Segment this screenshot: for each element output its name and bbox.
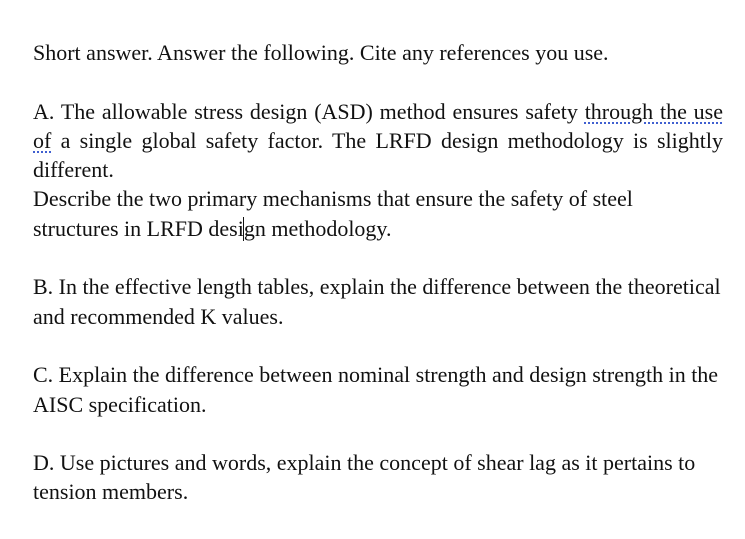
blank-line (33, 243, 723, 272)
question-a-part2: a single global safety factor. The LRFD design methodology is slightly different. (33, 127, 723, 183)
grammar-flagged-phrase[interactable]: through the use of (33, 98, 723, 153)
question-a-describe-text (33, 184, 723, 243)
question-a-part1: A. The allowable stress design (ASD) method ensures safety (33, 98, 585, 124)
question-b-text: B. In the effective length tables, explain the difference between the theoretical and recommended K values. (33, 274, 721, 329)
blank-line (33, 419, 723, 448)
blank-line (33, 331, 723, 360)
document-body[interactable] (33, 38, 723, 507)
question-c-text: C. Explain the difference between nominal strength and design strength in the AISC specification. (33, 362, 719, 417)
instructions-text: Short answer. Answer the following. Cite any references you use. (33, 40, 609, 65)
describe-before-caret: Describe the two primary mechanisms that ensure the safety of steel structures in LRFD desi (33, 186, 633, 241)
question-d-text: D. Use pictures and words, explain the concept of shear lag as it pertains to tension members. (33, 450, 696, 505)
describe-after-caret: gn methodology. (243, 215, 392, 241)
blank-line (33, 67, 723, 96)
question-a-text (33, 97, 723, 185)
